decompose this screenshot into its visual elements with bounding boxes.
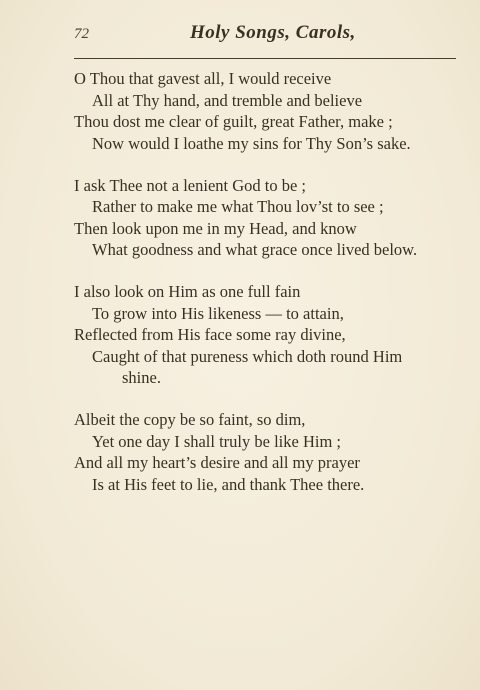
poem-line: I also look on Him as one full fain <box>74 282 301 301</box>
poem-line: Rather to make me what Thou lov’st to see ; <box>92 197 384 216</box>
poem-line: Then look upon me in my Head, and know <box>74 218 357 238</box>
poem-line: Now would I loathe my sins for Thy Son’s sake. <box>92 133 411 153</box>
poem-line: shine. <box>122 368 161 387</box>
stanza-1 <box>0 68 480 154</box>
page-number: 72 <box>74 26 89 42</box>
header-rule <box>74 58 456 59</box>
poem-line: Reflected from His face some ray divine, <box>74 325 346 344</box>
poem-line: Thou dost me clear of guilt, great Father, make ; <box>74 112 393 131</box>
poem-line: Albeit the copy be so faint, so dim, <box>74 410 306 429</box>
poem-line: All at Thy hand, and tremble and believe <box>92 90 363 110</box>
poem-line: What goodness and what grace once lived below. <box>92 240 418 259</box>
poem-line: I ask Thee not a lenient God to be ; <box>74 175 307 195</box>
stanza-3 <box>0 281 480 389</box>
poem <box>0 68 480 495</box>
poem-line: O Thou that gavest all, I would receive <box>74 69 332 88</box>
stanza-4 <box>0 409 480 495</box>
stanza-2 <box>0 175 480 261</box>
poem-line: Caught of that pureness which doth round Him <box>92 346 403 366</box>
running-head: Holy Songs, Carols, <box>190 22 356 43</box>
poem-line: To grow into His likeness — to attain, <box>92 303 344 323</box>
poem-line: Is at His feet to lie, and thank Thee there. <box>92 474 365 494</box>
page-header <box>0 22 480 50</box>
poem-line: Yet one day I shall truly be like Him ; <box>92 431 341 451</box>
poem-line: And all my heart’s desire and all my prayer <box>74 453 360 472</box>
